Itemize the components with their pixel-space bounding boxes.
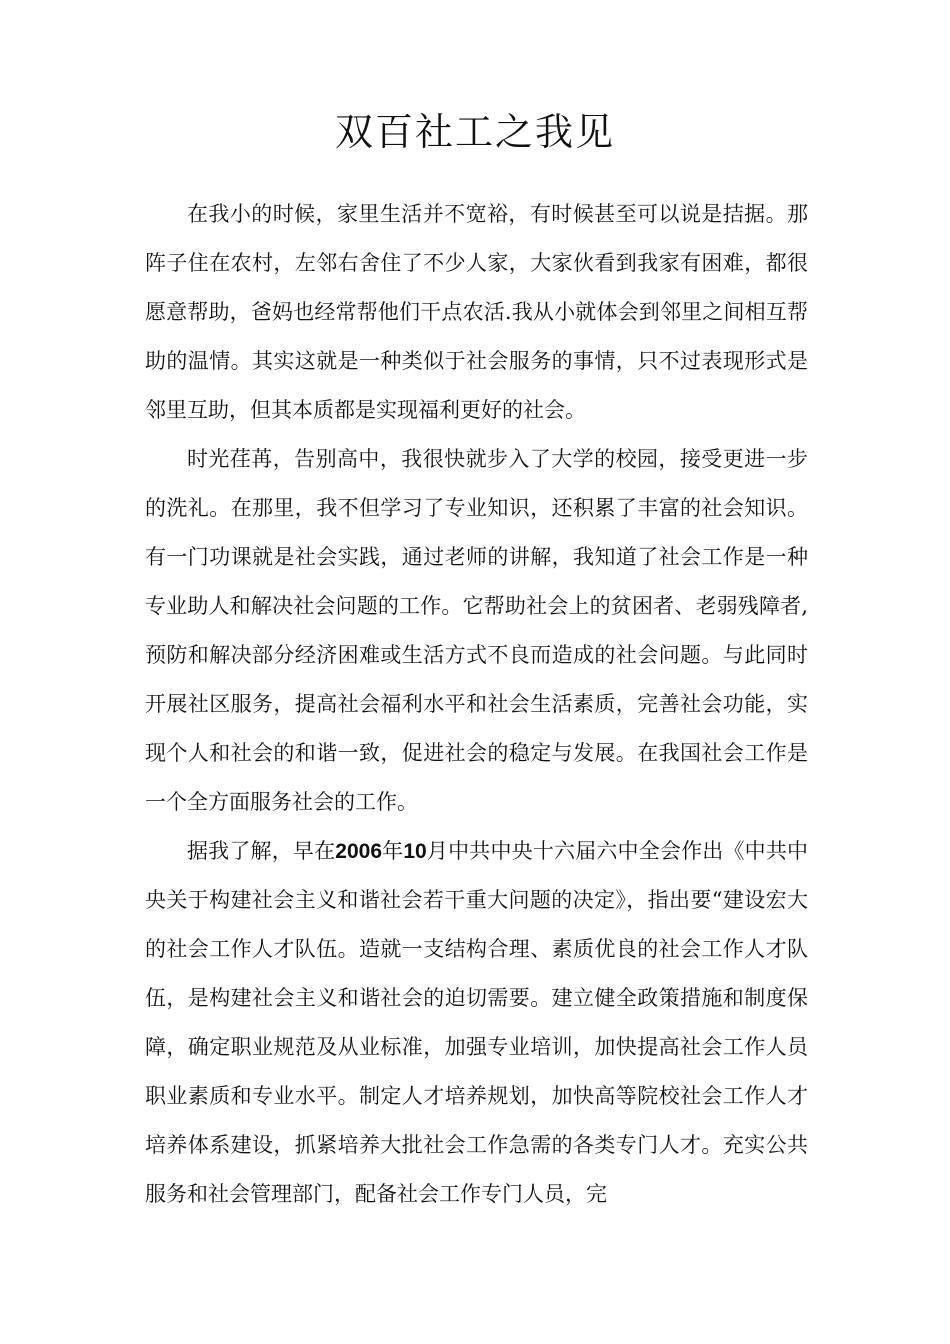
- year-unit: 年: [382, 839, 404, 863]
- paragraph-1: 在我小的时候，家里生活并不宽裕，有时候甚至可以说是拮据。那阵子住在农村，左邻右舍住了不少人家，大家伙看到我家有困难，都很愿意帮助，爸妈也经常帮他们干点农活.我从小就体会到邻里之间相互帮助的温情。其实这就是一种类似于社会服务的事情，只不过表现形式是邻里互助，但其本质都是实现福利更好的社会。: [145, 202, 808, 422]
- month-number: 10: [403, 840, 427, 863]
- paragraph-3-rest: 月中共中央十六届六中全会作出《中共中央关于构建社会主义和谐社会若干重大问题的决定》，指出要“建设宏大的社会工作人才队伍。造就一支结构合理、素质优良的社会工作人才队伍，是构建社会主义和谐社会的迫切需要。建立健全政策措施和制度保障，确定职业规范及从业标准，加强专业培训，加快提高社会工作人员职业素质和专业水平。制定人才培养规划，加快高等院校社会工作人才培养体系建设，抓紧培养大批社会工作急需的各类专门人才。充实公共服务和社会管理部门，配备社会工作专门人员，完: [145, 839, 809, 1206]
- paragraph-3-intro: 据我了解，早在: [187, 839, 336, 863]
- page-title: 双百社工之我见: [334, 110, 615, 154]
- paragraph-3: [145, 827, 808, 1219]
- document-body: [145, 190, 808, 1219]
- paragraph-2: 时光荏苒，告别高中，我很快就步入了大学的校园，接受更进一步的洗礼。在那里，我不但学习了专业知识，还积累了丰富的社会知识。有一门功课就是社会实践，通过老师的讲解，我知道了社会工作是一种专业助人和解决社会问题的工作。它帮助社会上的贫困者、老弱残障者,预防和解决部分经济困难或生活方式不良而造成的社会问题。与此同时开展社区服务，提高社会福利水平和社会生活素质，完善社会功能，实现个人和社会的和谐一致，促进社会的稳定与发展。在我国社会工作是一个全方面服务社会的工作。: [145, 447, 808, 814]
- year-number: 2006: [335, 840, 382, 863]
